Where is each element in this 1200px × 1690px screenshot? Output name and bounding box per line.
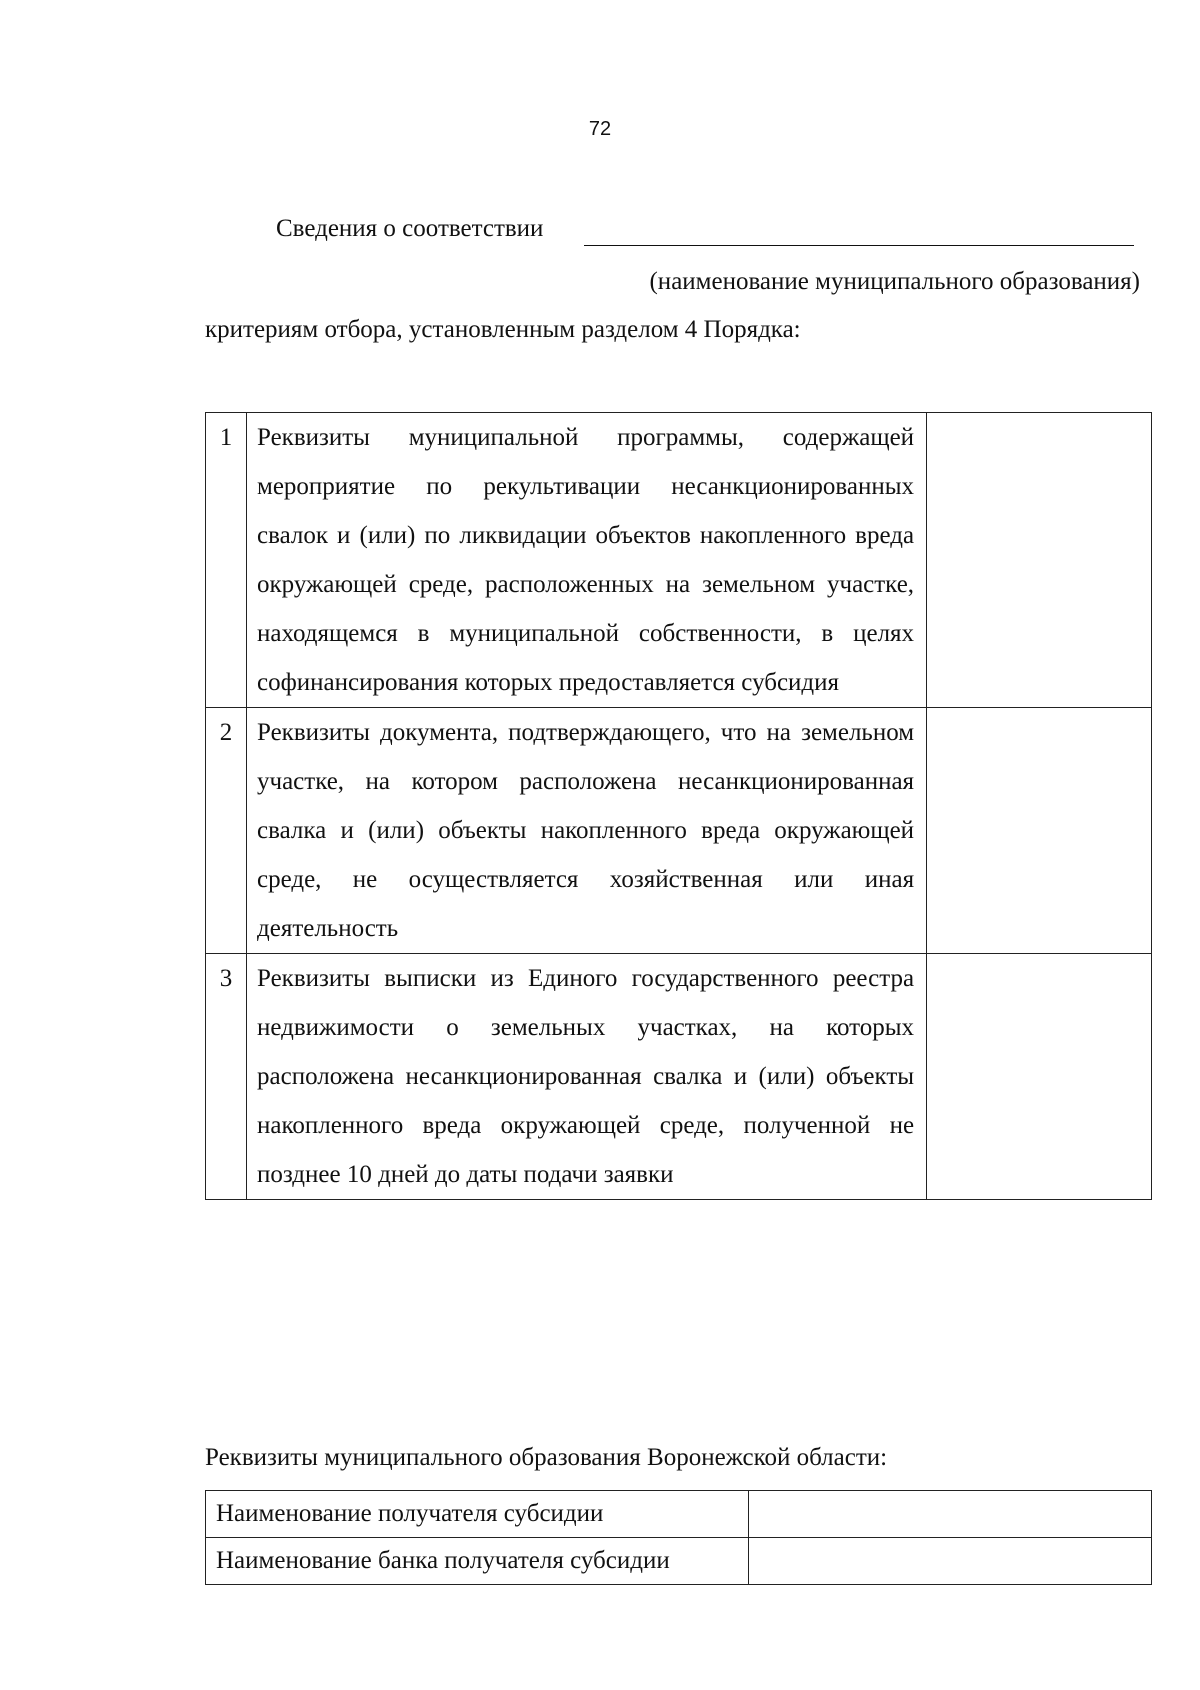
heading-subtitle: критериям отбора, установленным разделом 4 Порядка: <box>205 316 801 343</box>
requisites-table <box>205 1490 1152 1585</box>
row-number: 1 <box>206 413 247 708</box>
criterion-value-cell <box>927 413 1152 708</box>
recipient-name-label: Наименование получателя субсидии <box>206 1491 749 1538</box>
heading-caption: (наименование муниципального образования) <box>649 268 1140 295</box>
table-row <box>206 1491 1152 1538</box>
criterion-text: Реквизиты муниципальной программы, содержащей мероприятие по рекультивации несанкционированных свалок и (или) по ликвидации объектов накопленного вреда окружающей среде, расположенных на земельном участке, находящемся в муниципальной собственности, в целях софинансирования которых предоставляется субсидия <box>247 413 927 708</box>
table-row <box>206 708 1152 954</box>
criterion-text: Реквизиты выписки из Единого государственного реестра недвижимости о земельных участках, на которых расположена несанкционированная свалка и (или) объекты накопленного вреда окружающей среде, полученной не позднее 10 дней до даты подачи заявки <box>247 954 927 1200</box>
table-row <box>206 954 1152 1200</box>
criterion-text: Реквизиты документа, подтверждающего, что на земельном участке, на котором расположена несанкционированная свалка и (или) объекты накопленного вреда окружающей среде, не осуществляется хозяйственная или иная деятельность <box>247 708 927 954</box>
recipient-name-value-cell <box>749 1491 1152 1538</box>
bank-name-value-cell <box>749 1538 1152 1585</box>
row-number: 2 <box>206 708 247 954</box>
criteria-table <box>205 412 1152 1200</box>
municipality-blank-line <box>584 245 1134 246</box>
requisites-title: Реквизиты муниципального образования Воронежской области: <box>205 1444 888 1471</box>
table-row <box>206 1538 1152 1585</box>
criterion-value-cell <box>927 954 1152 1200</box>
heading-title: Сведения о соответствии <box>276 215 544 242</box>
row-number: 3 <box>206 954 247 1200</box>
bank-name-label: Наименование банка получателя субсидии <box>206 1538 749 1585</box>
table-row <box>206 413 1152 708</box>
page-number: 72 <box>588 118 612 140</box>
criterion-value-cell <box>927 708 1152 954</box>
